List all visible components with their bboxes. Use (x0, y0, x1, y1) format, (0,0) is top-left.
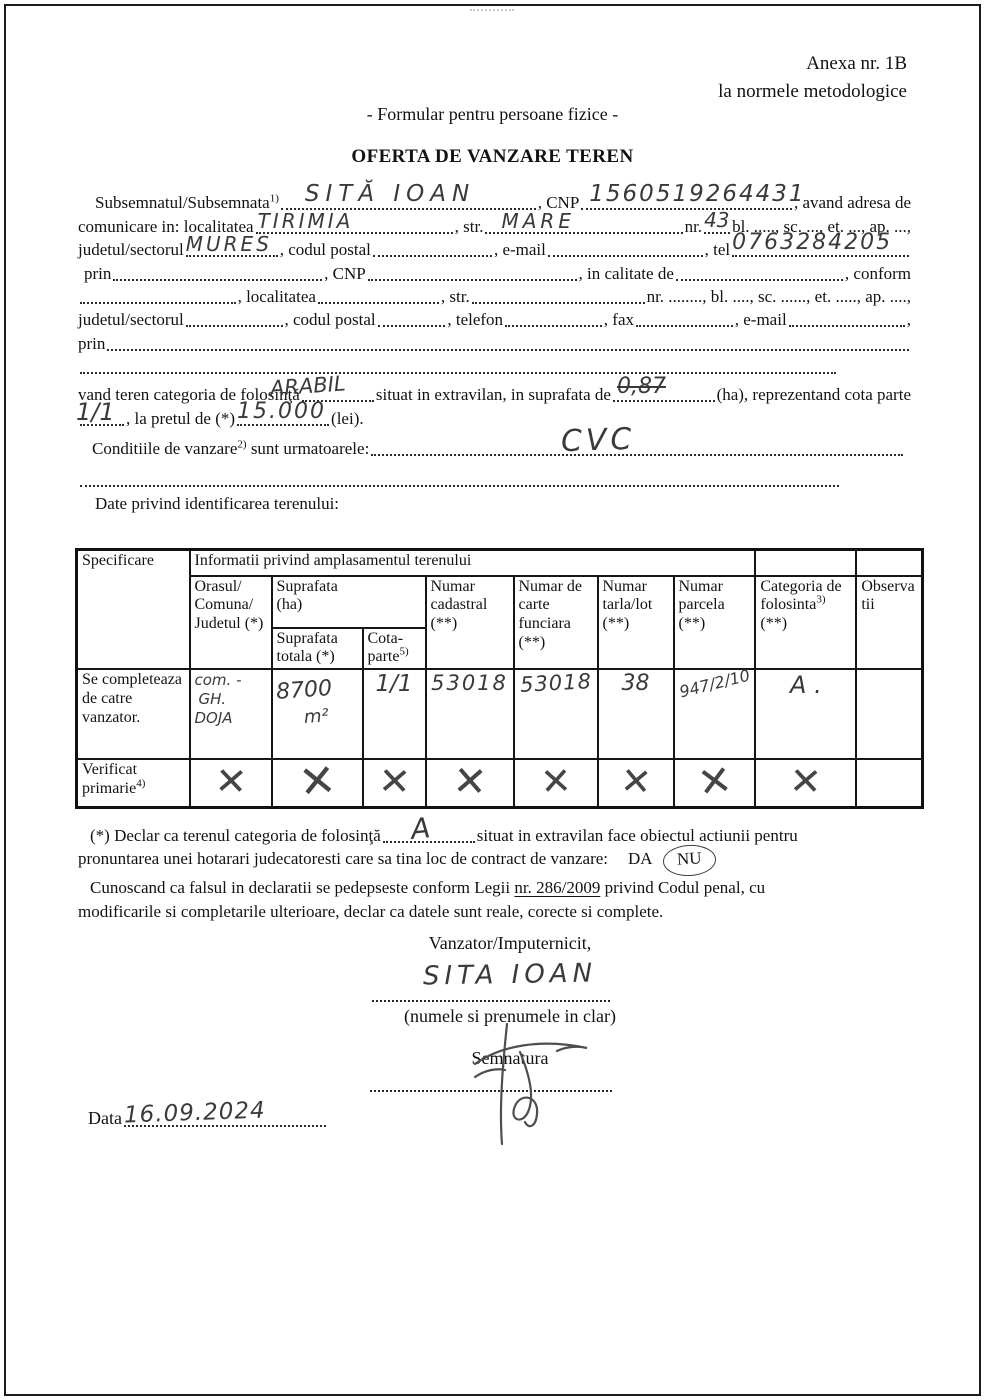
option-nu-circled: NU (662, 844, 716, 877)
label-declar: (*) Declar ca terenul categoria de folosinţă (90, 826, 381, 846)
header-carte-funciara: Numar de carte funciara (**) (514, 576, 598, 670)
header-spanner: Informatii privind amplasamentul terenului (190, 550, 756, 576)
field-strada-2 (472, 298, 645, 304)
field-strada (485, 208, 682, 234)
handwritten-cota: 1/1 (76, 397, 115, 426)
field-judet (185, 232, 278, 257)
annex-norms: la normele metodologice (718, 81, 907, 102)
field-suprafata (613, 374, 715, 402)
label-lei: (lei). (331, 408, 364, 428)
handwritten-cnp: 1560519264431 (589, 181, 806, 208)
label-cnp: , CNP (537, 193, 580, 213)
header-specificare: Specificare (77, 550, 190, 670)
header-empty-observatii (856, 550, 922, 576)
table-verificat-row (77, 759, 923, 807)
label-situat: situat in extravilan, in suprafata de (375, 385, 611, 405)
handwritten-tbl-parcela: 947/2/10 (677, 665, 752, 702)
field-empty-line (80, 368, 836, 374)
x-mark: ✕ (450, 756, 489, 807)
label-conditii: Conditiile de vanzare$^{2)}$ sunt urmatoarele: (92, 438, 370, 459)
field-fax (636, 321, 733, 327)
name-in-clear-label: (numele si prenumele in clar) (404, 1006, 616, 1026)
handwritten-tbl-categoria: A . (790, 671, 822, 700)
label-declar-rest: situat in extravilan face obiectul actiunii pentru (476, 826, 798, 846)
cell-parcela (674, 665, 756, 759)
handwritten-date: 16.09.2024 (123, 1097, 267, 1129)
handwritten-tbl-tarla: 38 (621, 671, 650, 697)
x-mark: ✕ (376, 759, 412, 805)
cell-categoria (755, 669, 856, 759)
cell-cota-parte (363, 669, 426, 759)
label-vand-teren: vand teren categoria de folosinţă (78, 385, 300, 405)
check-cadastral (426, 756, 514, 807)
handwritten-nume: SITĂ IOAN (304, 181, 476, 208)
field-email-2 (789, 321, 905, 327)
check-suprafata (272, 754, 363, 810)
scan-artifact (470, 9, 514, 11)
handwritten-telefon: 0763284205 (732, 230, 893, 256)
field-declar-folosinta (383, 811, 475, 847)
intro-line-3 (78, 230, 911, 260)
intro-line-4 (78, 259, 911, 282)
cell-observatii (856, 669, 922, 759)
handwritten-declar-folosinta: A (409, 811, 432, 847)
sale-line-1 (78, 371, 911, 405)
label-bl-sc-et-ap: bl. ....., sc. ..., et. ..., ap. ..., (732, 216, 912, 236)
annex-header (718, 50, 907, 106)
sale-line-3 (78, 421, 911, 460)
field-localitate (256, 208, 453, 234)
field-conditii (371, 421, 903, 460)
header-tarla: Numar tarla/lot (**) (598, 576, 674, 670)
label-prin: prin (84, 263, 112, 283)
label-conform: , conform (844, 263, 911, 283)
label-prin-2: prin (78, 333, 106, 353)
header-parcela: Numar parcela (**) (674, 576, 756, 670)
check-parcela (674, 755, 756, 808)
separator-block (78, 466, 911, 513)
date-label: Data (88, 1108, 122, 1128)
seller-role-label: Vanzator/Imputernicit, (428, 933, 592, 953)
signature-label: Semnatura (471, 1048, 549, 1068)
field-prin-2 (107, 345, 909, 351)
label-email-2: , e-mail (734, 310, 787, 330)
signature-name-line (372, 1000, 610, 1002)
label-strada-2: , str. (440, 286, 470, 306)
field-cnp-2 (368, 275, 577, 281)
field-conform (80, 298, 236, 304)
section-heading-line (78, 489, 911, 512)
header-suprafata-ha: Suprafata (ha) (272, 576, 426, 628)
declaration-line-4: modificarile si completarile ulterioare, declar ca datele sunt reale, corecte si complete. (78, 901, 664, 921)
check-tarla (598, 759, 674, 807)
intro-paragraph (78, 181, 912, 376)
section-heading: Date privind identificarea terenului: (95, 493, 340, 513)
header-categoria: Categoria de folosinta$^{3)}$ (**) (755, 576, 856, 670)
law-reference: nr. 286/2009 (514, 877, 601, 897)
declaration-line-3: Cunoscand ca falsul in declaratii se pedepseste conform Legii nr. 286/2009 privind Codul penal, cu (90, 877, 766, 897)
field-nr (704, 207, 730, 234)
handwritten-nr: 43 (704, 207, 730, 232)
declaration-paragraph (78, 811, 911, 923)
field-prin (113, 275, 322, 281)
x-mark: ✕ (788, 759, 824, 805)
handwritten-conditii: CVC (560, 421, 637, 460)
label-subsemnatul: Subsemnatul/Subsemnata$^{1)}$ (95, 192, 279, 213)
label-nr-bl-2: nr. ........, bl. ...., sc. ......, et. ....., ap. ...., (646, 286, 911, 306)
label-telefon-2: , telefon (447, 310, 504, 330)
label-cnp-2: , CNP (324, 263, 366, 283)
header-orasul: Orasul/ Comuna/ Judetul (*) (190, 576, 272, 670)
label-calitate: , in calitate de (578, 263, 674, 283)
annex-number: Anexa nr. 1B (806, 53, 907, 74)
field-cod-postal-2 (378, 321, 446, 327)
handwritten-signature-stroke (445, 1022, 595, 1147)
field-localitate-2 (318, 298, 439, 304)
field-cnp (581, 181, 806, 210)
sale-line-2 (76, 397, 911, 428)
date-line (88, 1097, 328, 1129)
cell-tarla (598, 669, 674, 759)
check-cota (363, 759, 426, 807)
header-empty-categoria (755, 550, 856, 576)
handwritten-judet: MURES (185, 232, 272, 257)
separator-dots (78, 466, 911, 489)
intro-line-5 (78, 283, 911, 306)
form-type-subtitle: - Formular pentru persoane fizice - (366, 104, 619, 124)
check-categoria (755, 759, 856, 807)
intro-line-6 (78, 306, 911, 329)
land-table (75, 548, 924, 809)
handwritten-tbl-cadastral: 53018 (431, 671, 508, 696)
header-suprafata-totala: Suprafata totala (*) (272, 628, 363, 670)
field-calitate (676, 275, 843, 281)
form-title: OFERTA DE VANZARE TEREN (351, 146, 634, 167)
handwritten-strada: MARE (501, 208, 575, 233)
declaration-line-1 (78, 811, 911, 847)
option-da: DA (628, 849, 653, 869)
declaration-line-2: pronuntarea unei hotarari judecatoresti care sa tina loc de contract de vanzare: DA NU (78, 845, 911, 876)
label-judet: judetul/sectorul (78, 240, 184, 260)
header-cota-parte: Cota-parte$^{5)}$ (363, 628, 426, 670)
handwritten-localitate: TIRIMIA (257, 208, 354, 233)
x-mark: ✕ (213, 759, 248, 805)
label-localitatea-2: , localitatea (237, 286, 316, 306)
table-data-row (77, 669, 923, 759)
handwritten-folosinta: ARABIL (269, 371, 347, 402)
field-judet-2 (186, 321, 283, 327)
cell-suprafata-totala (272, 669, 363, 759)
cell-localitate (190, 669, 272, 759)
sale-paragraph (76, 371, 911, 460)
field-email (548, 251, 703, 257)
intro-line-7 (78, 329, 911, 352)
label-cod-postal: , codul postal (279, 240, 371, 260)
label-pret: , la pretul de (*) (126, 408, 236, 428)
intro-line-8 (78, 353, 911, 376)
cell-cadastral (426, 669, 514, 759)
field-date (123, 1097, 326, 1129)
label-judet-2: judetul/sectorul (78, 310, 184, 330)
handwritten-suprafata: 0,87 (616, 374, 666, 400)
label-nr: nr. (684, 216, 703, 236)
label-avand-adresa: , avand adresa de (793, 193, 911, 213)
x-mark: ✕ (618, 758, 653, 805)
handwritten-tbl-cota: 1/1 (375, 671, 413, 698)
field-cod-postal (373, 251, 492, 257)
handwritten-tbl-suprafata: 8700 m² (274, 676, 333, 729)
row-label-vanzator: Se completeaza de catre vanzator. (77, 669, 190, 759)
row-label-verificat: Verificat primarie$^{4)}$ (77, 759, 190, 807)
table-header-row-1 (77, 550, 923, 576)
field-tel (732, 230, 909, 257)
handwritten-tbl-carte: 53018 (518, 669, 592, 698)
field-cota-parte (76, 397, 124, 426)
handwritten-tbl-localitate: com. - GH. DOJA (194, 671, 242, 728)
cell-carte-funciara (514, 669, 598, 759)
x-mark: ✕ (538, 759, 573, 805)
field-separator (80, 481, 839, 487)
header-cadastral: Numar cadastral (**) (426, 576, 514, 670)
check-carte (514, 759, 598, 807)
label-cod-postal-2: , codul postal (284, 310, 376, 330)
intro-line-1 (78, 181, 911, 213)
check-observatii (856, 759, 922, 807)
x-mark: ✕ (694, 755, 735, 808)
check-localitate (190, 759, 272, 807)
label-fax: , fax (603, 310, 635, 330)
table-header-row-2 (77, 576, 923, 628)
label-comunicare: comunicare in: localitatea (78, 216, 254, 236)
header-observatii: Observatii (856, 576, 922, 670)
label-strada: , str. (454, 216, 484, 236)
label-ha-cota: (ha), reprezentand cota parte (716, 385, 911, 405)
label-comma: , (906, 310, 911, 330)
handwritten-signature-name: SITA IOAN (422, 958, 598, 992)
x-mark: ✕ (295, 754, 339, 810)
field-pret (237, 398, 329, 426)
field-telefon-2 (505, 321, 602, 327)
label-tel: , tel (704, 240, 731, 260)
label-email: , e-mail (493, 240, 546, 260)
handwritten-pret: 15.000 (237, 398, 327, 424)
